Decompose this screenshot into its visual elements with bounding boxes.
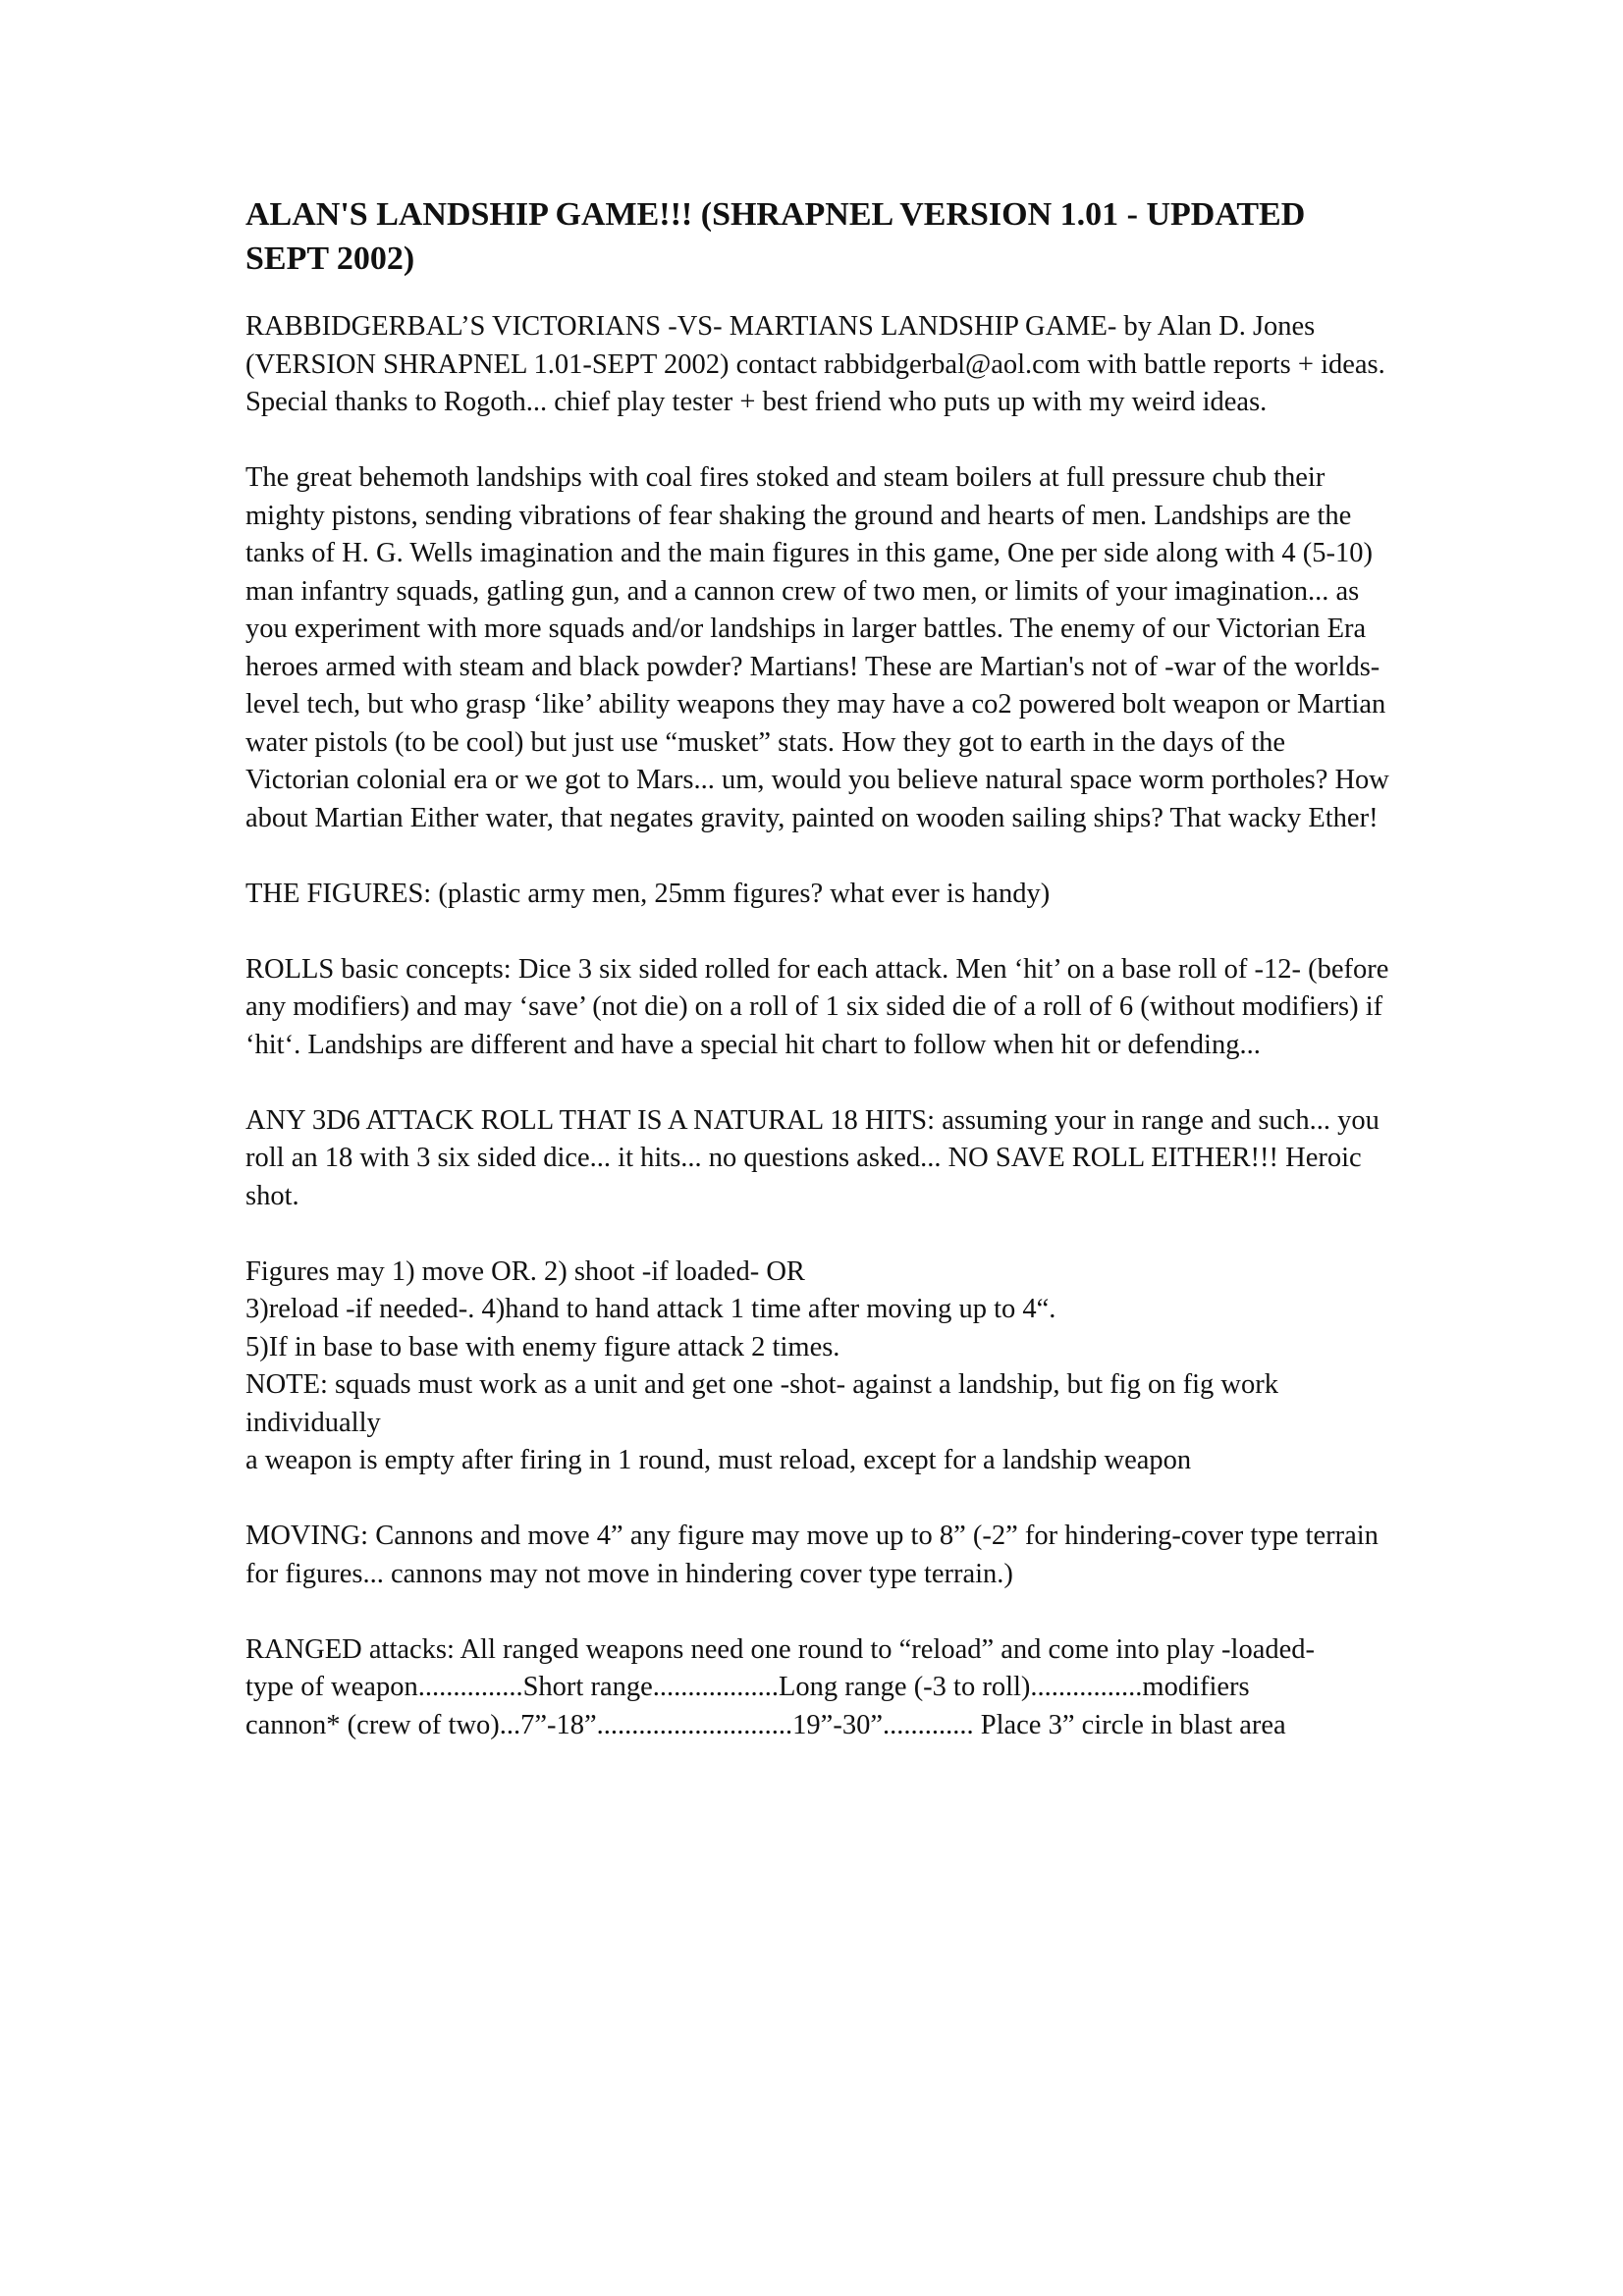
ranged-attacks-section <box>245 1631 1394 1745</box>
action-line: a weapon is empty after firing in 1 round, must reload, except for a landship weapon <box>245 1445 1192 1475</box>
moving-paragraph: MOVING: Cannons and move 4” any figure may move up to 8” (-2” for hindering-cover type terrain for figures... cannons may not move in hindering cover type terrain.) <box>245 1521 1379 1589</box>
action-line: Figures may 1) move OR. 2) shoot -if loaded- OR <box>245 1255 805 1287</box>
action-line: 5)If in base to base with enemy figure attack 2 times. <box>245 1331 840 1362</box>
action-note: NOTE: squads must work as a unit and get one -shot- against a landship, but fig on fig work individually <box>245 1369 1278 1438</box>
range-table-row-cannon: cannon* (crew of two)...7”-18”............................19”-30”............. Place 3” circle in blast area <box>245 1709 1286 1740</box>
document-title: ALAN'S LANDSHIP GAME!!! (SHRAPNEL VERSION 1.01 - UPDATED SEPT 2002) <box>245 196 1306 277</box>
document-page <box>245 192 1394 1783</box>
rolls-paragraph: ROLLS basic concepts: Dice 3 six sided rolled for each attack. Men ‘hit’ on a base roll of -12- (before any modifiers) and may ‘save’ (not die) on a roll of 1 six sided die of a roll of 6 (without modifiers) if ‘hit‘. Landships are different and have a special hit chart to follow when hit or defending... <box>245 953 1389 1060</box>
actions-paragraph <box>245 1254 1394 1480</box>
natural-18-paragraph: ANY 3D6 ATTACK ROLL THAT IS A NATURAL 18 HITS: assuming your in range and such... you roll an 18 with 3 six sided dice... it hits... no questions asked... NO SAVE ROLL EITHER!!! Heroic shot. <box>245 1104 1380 1211</box>
range-table-header: type of weapon...............Short range..................Long range (-3 to roll)................modifiers <box>245 1672 1250 1702</box>
intro-line-contact: (VERSION SHRAPNEL 1.01-SEPT 2002) contact rabbidgerbal@aol.com with battle reports + ideas. Special thanks to Rogoth... chief play tester + best friend who puts up with my weird ideas. <box>245 348 1385 417</box>
intro-line-author: RABBIDGERBAL’S VICTORIANS -VS- MARTIANS LANDSHIP GAME- by Alan D. Jones <box>245 311 1316 342</box>
story-paragraph: The great behemoth landships with coal fires stoked and steam boilers at full pressure chub their mighty pistons, sending vibrations of fear shaking the ground and hearts of men. Landships are the tanks of H. G. Wells imagination and the main figures in this game, One per side along with 4 (5-10) man infantry squads, gatling gun, and a cannon crew of two men, or limits of your imagination... as you experiment with more squads and/or landships in larger battles. The enemy of our Victorian Era heroes armed with steam and black powder? Martians! These are Martian's not of -war of the worlds- level tech, but who grasp ‘like’ ability weapons they may have a co2 powered bolt weapon or Martian water pistols (to be cool) but just use “musket” stats. How they got to earth in the days of the Victorian colonial era or we got to Mars... um, would you believe natural space worm portholes? How about Martian Either water, that negates gravity, painted on wooden sailing ships? That wacky Ether! <box>245 462 1389 833</box>
action-line: 3)reload -if needed-. 4)hand to hand attack 1 time after moving up to 4“. <box>245 1294 1056 1324</box>
intro-paragraph <box>245 308 1394 422</box>
ranged-intro: RANGED attacks: All ranged weapons need one round to “reload” and come into play -loaded- <box>245 1633 1315 1665</box>
figures-paragraph: THE FIGURES: (plastic army men, 25mm figures? what ever is handy) <box>245 878 1051 909</box>
